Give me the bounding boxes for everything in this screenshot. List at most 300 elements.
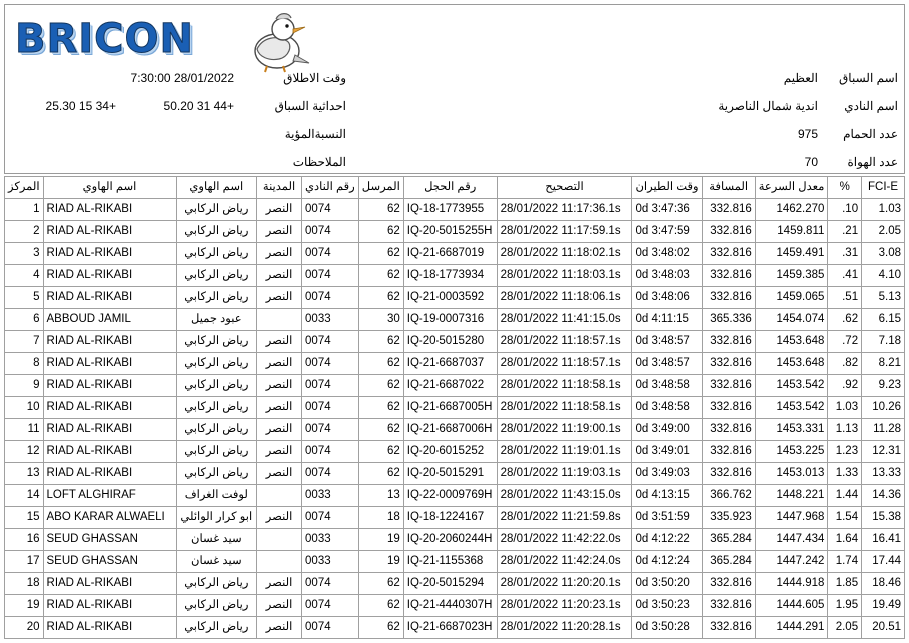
cell-club-no: 0074 — [302, 419, 359, 441]
label-notes: الملاحظات — [292, 155, 346, 169]
cell-rank: 1 — [5, 199, 44, 221]
cell-percent: 1.64 — [828, 529, 862, 551]
cell-correction: 28/01/2022 11:42:24.0s — [497, 551, 632, 573]
cell-distance: 365.284 — [702, 529, 755, 551]
label-percentage: النسبةالمؤية — [284, 127, 346, 141]
cell-club-no: 0074 — [302, 221, 359, 243]
cell-city: النصر — [257, 353, 302, 375]
cell-name-en: RIAD AL-RIKABI — [43, 287, 176, 309]
cell-name-ar: رياض الركابي — [176, 441, 257, 463]
cell-flight-time: 0d 3:49:01 — [632, 441, 702, 463]
table-row[interactable] — [5, 199, 905, 221]
cell-ring-no: IQ-19-0007316 — [403, 309, 497, 331]
cell-club-no: 0074 — [302, 331, 359, 353]
cell-club-no: 0074 — [302, 507, 359, 529]
cell-speed: 1448.221 — [755, 485, 828, 507]
cell-city: النصر — [257, 265, 302, 287]
table-row[interactable] — [5, 529, 905, 551]
table-header-row — [5, 177, 905, 199]
cell-name-en: SEUD GHASSAN — [43, 551, 176, 573]
cell-name-en: LOFT ALGHIRAF — [43, 485, 176, 507]
cell-correction: 28/01/2022 11:21:59.8s — [497, 507, 632, 529]
cell-flight-time: 0d 3:48:03 — [632, 265, 702, 287]
cell-speed: 1453.331 — [755, 419, 828, 441]
value-percentage — [74, 123, 234, 145]
cell-flight-time: 0d 3:49:00 — [632, 419, 702, 441]
cell-city: النصر — [257, 243, 302, 265]
cell-speed: 1459.065 — [755, 287, 828, 309]
col-city: المدينة — [257, 177, 302, 199]
cell-percent: 1.03 — [828, 397, 862, 419]
col-percent: % — [828, 177, 862, 199]
cell-percent: .31 — [828, 243, 862, 265]
cell-flight-time: 0d 4:12:22 — [632, 529, 702, 551]
cell-name-en: RIAD AL-RIKABI — [43, 463, 176, 485]
cell-name-ar: رياض الركابي — [176, 199, 257, 221]
cell-rank: 15 — [5, 507, 44, 529]
cell-ring-no: IQ-18-1224167 — [403, 507, 497, 529]
table-row[interactable] — [5, 331, 905, 353]
value-race-coords-lon: +34 15 25.30 — [45, 99, 116, 113]
cell-percent: .41 — [828, 265, 862, 287]
table-row[interactable] — [5, 507, 905, 529]
cell-city: النصر — [257, 507, 302, 529]
cell-percent: .10 — [828, 199, 862, 221]
cell-distance: 332.816 — [702, 331, 755, 353]
cell-distance: 332.816 — [702, 595, 755, 617]
cell-club-no: 0074 — [302, 573, 359, 595]
cell-flight-time: 0d 3:48:57 — [632, 353, 702, 375]
cell-flight-time: 0d 3:47:59 — [632, 221, 702, 243]
cell-city: النصر — [257, 595, 302, 617]
cell-club-no: 0074 — [302, 595, 359, 617]
cell-name-ar: رياض الركابي — [176, 463, 257, 485]
label-race-coords: احداثية السباق — [274, 99, 346, 113]
cell-percent: 2.05 — [828, 617, 862, 639]
cell-city: النصر — [257, 375, 302, 397]
table-body — [5, 199, 905, 639]
cell-distance: 332.816 — [702, 441, 755, 463]
cell-name-en: RIAD AL-RIKABI — [43, 419, 176, 441]
cell-rank: 3 — [5, 243, 44, 265]
cell-rank: 5 — [5, 287, 44, 309]
cell-name-ar: سيد غسان — [176, 529, 257, 551]
cell-name-en: SEUD GHASSAN — [43, 529, 176, 551]
cell-correction: 28/01/2022 11:43:15.0s — [497, 485, 632, 507]
cell-distance: 332.816 — [702, 287, 755, 309]
cell-speed: 1447.434 — [755, 529, 828, 551]
cell-flight-time: 0d 4:11:15 — [632, 309, 702, 331]
cell-ring-no: IQ-20-6015252 — [403, 441, 497, 463]
cell-correction: 28/01/2022 11:20:28.1s — [497, 617, 632, 639]
header-fields — [5, 67, 906, 173]
cell-ring-no: IQ-21-6687037 — [403, 353, 497, 375]
cell-rank: 16 — [5, 529, 44, 551]
cell-correction: 28/01/2022 11:20:20.1s — [497, 573, 632, 595]
table-row[interactable] — [5, 441, 905, 463]
cell-correction: 28/01/2022 11:19:01.1s — [497, 441, 632, 463]
cell-rank: 17 — [5, 551, 44, 573]
cell-speed: 1447.242 — [755, 551, 828, 573]
cell-ring-no: IQ-21-6687006H — [403, 419, 497, 441]
cell-ring-no: IQ-21-6687022 — [403, 375, 497, 397]
cell-ring-no: IQ-21-1155368 — [403, 551, 497, 573]
cell-correction: 28/01/2022 11:17:59.1s — [497, 221, 632, 243]
cell-flight-time: 0d 3:48:58 — [632, 397, 702, 419]
cell-percent: 1.44 — [828, 485, 862, 507]
cell-distance: 332.816 — [702, 573, 755, 595]
cell-sent: 62 — [358, 573, 403, 595]
value-release-time: 28/01/2022 7:30:00 — [130, 71, 234, 85]
cell-fci-e: 19.49 — [862, 595, 905, 617]
cell-speed: 1459.491 — [755, 243, 828, 265]
cell-distance: 335.923 — [702, 507, 755, 529]
pigeon-icon — [243, 11, 313, 73]
cell-speed: 1454.074 — [755, 309, 828, 331]
label-fancier-count: عدد الهواة — [847, 155, 898, 169]
cell-city: النصر — [257, 199, 302, 221]
cell-ring-no: IQ-21-6687023H — [403, 617, 497, 639]
cell-ring-no: IQ-22-0009769H — [403, 485, 497, 507]
cell-name-ar: رياض الركابي — [176, 243, 257, 265]
cell-sent: 62 — [358, 221, 403, 243]
cell-name-ar: لوفت الغراف — [176, 485, 257, 507]
cell-name-ar: رياض الركابي — [176, 375, 257, 397]
table-row[interactable] — [5, 595, 905, 617]
cell-club-no: 0074 — [302, 441, 359, 463]
cell-speed: 1453.648 — [755, 331, 828, 353]
cell-city — [257, 309, 302, 331]
cell-percent: 1.13 — [828, 419, 862, 441]
cell-name-ar: رياض الركابي — [176, 397, 257, 419]
cell-sent: 62 — [358, 397, 403, 419]
cell-name-ar: رياض الركابي — [176, 265, 257, 287]
value-race-coords-lat: +44 31 50.20 — [163, 99, 234, 113]
cell-ring-no: IQ-20-2060244H — [403, 529, 497, 551]
cell-sent: 62 — [358, 243, 403, 265]
cell-ring-no: IQ-20-5015291 — [403, 463, 497, 485]
cell-correction: 28/01/2022 11:41:15.0s — [497, 309, 632, 331]
value-pigeon-count: 975 — [797, 127, 818, 141]
cell-sent: 62 — [358, 287, 403, 309]
cell-name-en: RIAD AL-RIKABI — [43, 199, 176, 221]
cell-distance: 332.816 — [702, 463, 755, 485]
cell-distance: 366.762 — [702, 485, 755, 507]
cell-flight-time: 0d 3:51:59 — [632, 507, 702, 529]
table-row[interactable] — [5, 375, 905, 397]
col-rank: المركز — [5, 177, 44, 199]
cell-sent: 62 — [358, 595, 403, 617]
cell-club-no: 0033 — [302, 551, 359, 573]
label-pigeon-count: عدد الحمام — [843, 127, 898, 141]
cell-city — [257, 529, 302, 551]
cell-fci-e: 6.15 — [862, 309, 905, 331]
cell-percent: 1.54 — [828, 507, 862, 529]
cell-city: النصر — [257, 617, 302, 639]
table-row[interactable] — [5, 397, 905, 419]
cell-name-en: RIAD AL-RIKABI — [43, 375, 176, 397]
cell-rank: 9 — [5, 375, 44, 397]
cell-name-ar: رياض الركابي — [176, 617, 257, 639]
cell-flight-time: 0d 3:48:02 — [632, 243, 702, 265]
cell-speed: 1453.013 — [755, 463, 828, 485]
cell-fci-e: 18.46 — [862, 573, 905, 595]
cell-rank: 10 — [5, 397, 44, 419]
cell-name-en: RIAD AL-RIKABI — [43, 331, 176, 353]
cell-sent: 62 — [358, 463, 403, 485]
cell-percent: 1.85 — [828, 573, 862, 595]
cell-distance: 332.816 — [702, 199, 755, 221]
table-row[interactable] — [5, 463, 905, 485]
cell-club-no: 0074 — [302, 617, 359, 639]
cell-name-ar: رياض الركابي — [176, 331, 257, 353]
cell-club-no: 0074 — [302, 199, 359, 221]
cell-distance: 332.816 — [702, 617, 755, 639]
cell-name-ar: عبود جميل — [176, 309, 257, 331]
cell-name-ar: رياض الركابي — [176, 573, 257, 595]
col-club-no: رقم النادي — [302, 177, 359, 199]
cell-percent: .51 — [828, 287, 862, 309]
cell-sent: 62 — [358, 617, 403, 639]
cell-name-ar: رياض الركابي — [176, 287, 257, 309]
cell-sent: 18 — [358, 507, 403, 529]
cell-club-no: 0074 — [302, 243, 359, 265]
cell-rank: 7 — [5, 331, 44, 353]
cell-name-ar: رياض الركابي — [176, 595, 257, 617]
cell-sent: 62 — [358, 419, 403, 441]
value-club-name: اندية شمال الناصرية — [718, 99, 818, 113]
cell-name-en: RIAD AL-RIKABI — [43, 265, 176, 287]
cell-name-en: RIAD AL-RIKABI — [43, 353, 176, 375]
cell-ring-no: IQ-18-1773955 — [403, 199, 497, 221]
cell-ring-no: IQ-20-5015294 — [403, 573, 497, 595]
cell-ring-no: IQ-18-1773934 — [403, 265, 497, 287]
cell-fci-e: 7.18 — [862, 331, 905, 353]
cell-fci-e: 3.08 — [862, 243, 905, 265]
cell-percent: .72 — [828, 331, 862, 353]
cell-flight-time: 0d 3:48:06 — [632, 287, 702, 309]
table-row[interactable] — [5, 551, 905, 573]
cell-distance: 332.816 — [702, 353, 755, 375]
logo-text: BRICON — [15, 16, 195, 62]
cell-percent: 1.74 — [828, 551, 862, 573]
table-row[interactable] — [5, 617, 905, 639]
cell-rank: 18 — [5, 573, 44, 595]
cell-rank: 20 — [5, 617, 44, 639]
value-fancier-count: 70 — [804, 155, 818, 169]
col-distance: المسافة — [702, 177, 755, 199]
cell-rank: 8 — [5, 353, 44, 375]
cell-ring-no: IQ-21-6687005H — [403, 397, 497, 419]
col-flight-time: وقت الطيران — [632, 177, 702, 199]
col-ring-no: رقم الحجل — [403, 177, 497, 199]
cell-flight-time: 0d 4:13:15 — [632, 485, 702, 507]
cell-fci-e: 15.38 — [862, 507, 905, 529]
cell-club-no: 0033 — [302, 309, 359, 331]
cell-rank: 2 — [5, 221, 44, 243]
cell-fci-e: 14.36 — [862, 485, 905, 507]
cell-ring-no: IQ-20-5015280 — [403, 331, 497, 353]
cell-speed: 1444.291 — [755, 617, 828, 639]
cell-speed: 1444.918 — [755, 573, 828, 595]
cell-name-en: RIAD AL-RIKABI — [43, 617, 176, 639]
cell-ring-no: IQ-21-6687019 — [403, 243, 497, 265]
label-race-name: اسم السباق — [839, 71, 898, 85]
cell-correction: 28/01/2022 11:18:06.1s — [497, 287, 632, 309]
cell-club-no: 0074 — [302, 463, 359, 485]
cell-percent: 1.33 — [828, 463, 862, 485]
cell-flight-time: 0d 3:47:36 — [632, 199, 702, 221]
cell-percent: .62 — [828, 309, 862, 331]
cell-name-en: RIAD AL-RIKABI — [43, 221, 176, 243]
cell-correction: 28/01/2022 11:19:00.1s — [497, 419, 632, 441]
cell-fci-e: 16.41 — [862, 529, 905, 551]
cell-flight-time: 0d 3:50:20 — [632, 573, 702, 595]
cell-fci-e: 4.10 — [862, 265, 905, 287]
cell-flight-time: 0d 3:49:03 — [632, 463, 702, 485]
value-notes — [74, 151, 234, 173]
cell-percent: .82 — [828, 353, 862, 375]
cell-name-en: ABO KARAR ALWAELI — [43, 507, 176, 529]
cell-name-en: RIAD AL-RIKABI — [43, 441, 176, 463]
cell-name-ar: رياض الركابي — [176, 353, 257, 375]
cell-fci-e: 9.23 — [862, 375, 905, 397]
cell-sent: 19 — [358, 551, 403, 573]
cell-rank: 4 — [5, 265, 44, 287]
col-correction: التصحيح — [497, 177, 632, 199]
cell-city: النصر — [257, 573, 302, 595]
table-row[interactable] — [5, 485, 905, 507]
cell-rank: 11 — [5, 419, 44, 441]
cell-club-no: 0074 — [302, 287, 359, 309]
label-release-time: وقت الاطلاق — [283, 71, 346, 85]
cell-fci-e: 20.51 — [862, 617, 905, 639]
cell-sent: 13 — [358, 485, 403, 507]
cell-fci-e: 8.21 — [862, 353, 905, 375]
cell-sent: 62 — [358, 353, 403, 375]
cell-speed: 1444.605 — [755, 595, 828, 617]
cell-club-no: 0074 — [302, 375, 359, 397]
cell-fci-e: 17.44 — [862, 551, 905, 573]
table-row[interactable] — [5, 419, 905, 441]
cell-flight-time: 0d 4:12:24 — [632, 551, 702, 573]
cell-correction: 28/01/2022 11:18:57.1s — [497, 353, 632, 375]
cell-distance: 365.284 — [702, 551, 755, 573]
cell-city: النصر — [257, 287, 302, 309]
cell-correction: 28/01/2022 11:19:03.1s — [497, 463, 632, 485]
cell-speed: 1462.270 — [755, 199, 828, 221]
cell-ring-no: IQ-21-4440307H — [403, 595, 497, 617]
cell-name-ar: سيد غسان — [176, 551, 257, 573]
cell-sent: 62 — [358, 199, 403, 221]
cell-name-ar: رياض الركابي — [176, 419, 257, 441]
cell-flight-time: 0d 3:48:57 — [632, 331, 702, 353]
cell-distance: 332.816 — [702, 375, 755, 397]
cell-distance: 332.816 — [702, 397, 755, 419]
cell-correction: 28/01/2022 11:18:57.1s — [497, 331, 632, 353]
cell-name-en: RIAD AL-RIKABI — [43, 243, 176, 265]
cell-fci-e: 11.28 — [862, 419, 905, 441]
cell-name-ar: ابو كرار الوائلي — [176, 507, 257, 529]
cell-rank: 14 — [5, 485, 44, 507]
cell-speed: 1453.542 — [755, 375, 828, 397]
cell-distance: 332.816 — [702, 221, 755, 243]
cell-rank: 12 — [5, 441, 44, 463]
cell-rank: 6 — [5, 309, 44, 331]
cell-fci-e: 13.33 — [862, 463, 905, 485]
table-row[interactable] — [5, 221, 905, 243]
cell-name-en: ABBOUD JAMIL — [43, 309, 176, 331]
cell-correction: 28/01/2022 11:20:23.1s — [497, 595, 632, 617]
col-name-ar: اسم الهاوي — [176, 177, 257, 199]
cell-fci-e: 12.31 — [862, 441, 905, 463]
cell-name-ar: رياض الركابي — [176, 221, 257, 243]
table-row[interactable] — [5, 353, 905, 375]
cell-distance: 365.336 — [702, 309, 755, 331]
cell-sent: 30 — [358, 309, 403, 331]
cell-correction: 28/01/2022 11:18:58.1s — [497, 375, 632, 397]
cell-name-en: RIAD AL-RIKABI — [43, 595, 176, 617]
cell-percent: .92 — [828, 375, 862, 397]
table-row[interactable] — [5, 309, 905, 331]
cell-city: النصر — [257, 331, 302, 353]
cell-club-no: 0033 — [302, 485, 359, 507]
table-row[interactable] — [5, 265, 905, 287]
cell-flight-time: 0d 3:48:58 — [632, 375, 702, 397]
cell-correction: 28/01/2022 11:18:03.1s — [497, 265, 632, 287]
cell-speed: 1459.385 — [755, 265, 828, 287]
cell-rank: 13 — [5, 463, 44, 485]
cell-fci-e: 2.05 — [862, 221, 905, 243]
cell-ring-no: IQ-21-0003592 — [403, 287, 497, 309]
cell-sent: 62 — [358, 441, 403, 463]
cell-speed: 1453.648 — [755, 353, 828, 375]
cell-city: النصر — [257, 221, 302, 243]
cell-club-no: 0074 — [302, 353, 359, 375]
cell-sent: 62 — [358, 375, 403, 397]
cell-flight-time: 0d 3:50:28 — [632, 617, 702, 639]
cell-distance: 332.816 — [702, 265, 755, 287]
cell-speed: 1459.811 — [755, 221, 828, 243]
cell-city — [257, 551, 302, 573]
table-row[interactable] — [5, 243, 905, 265]
cell-percent: .21 — [828, 221, 862, 243]
cell-percent: 1.23 — [828, 441, 862, 463]
cell-rank: 19 — [5, 595, 44, 617]
report-header — [4, 4, 905, 174]
cell-fci-e: 5.13 — [862, 287, 905, 309]
table-row[interactable] — [5, 573, 905, 595]
cell-correction: 28/01/2022 11:42:22.0s — [497, 529, 632, 551]
cell-name-en: RIAD AL-RIKABI — [43, 573, 176, 595]
table-row[interactable] — [5, 287, 905, 309]
cell-distance: 332.816 — [702, 243, 755, 265]
col-fci-e: FCI-E — [862, 177, 905, 199]
cell-club-no: 0033 — [302, 529, 359, 551]
col-speed: معدل السرعة — [755, 177, 828, 199]
col-sent: المرسل — [358, 177, 403, 199]
cell-correction: 28/01/2022 11:17:36.1s — [497, 199, 632, 221]
value-race-name: العظيم — [783, 71, 818, 85]
cell-city: النصر — [257, 463, 302, 485]
cell-correction: 28/01/2022 11:18:02.1s — [497, 243, 632, 265]
cell-correction: 28/01/2022 11:18:58.1s — [497, 397, 632, 419]
cell-club-no: 0074 — [302, 265, 359, 287]
cell-ring-no: IQ-20-5015255H — [403, 221, 497, 243]
cell-sent: 62 — [358, 331, 403, 353]
bricon-logo — [11, 11, 311, 73]
cell-sent: 19 — [358, 529, 403, 551]
